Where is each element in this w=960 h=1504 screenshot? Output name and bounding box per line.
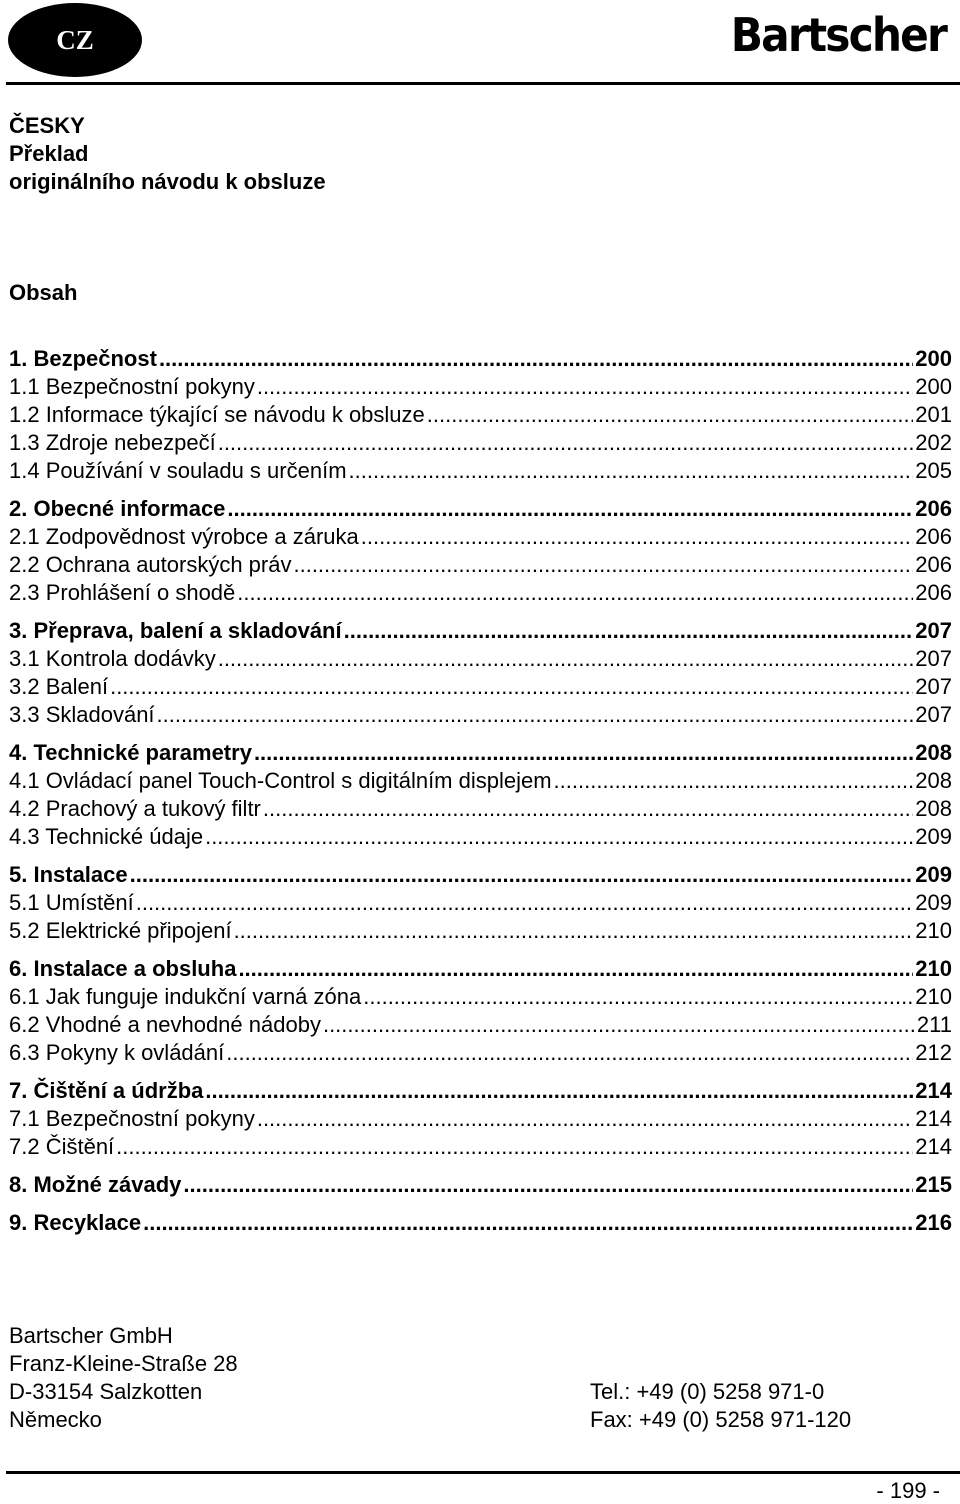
toc-entry-label: 2.2 Ochrana autorských práv [9,552,292,577]
toc-entry-page: 212 [915,1040,952,1065]
toc-entry-page: 208 [915,740,952,765]
toc-entry-label: 6. Instalace a obsluha [9,956,237,981]
toc-section-entry[interactable] [9,1209,952,1237]
toc-dot-leader [344,617,914,645]
toc-dot-leader [349,457,914,485]
toc-section-entry[interactable] [9,495,952,523]
toc-entry-label: 7.2 Čištění [9,1134,115,1159]
toc-subsection-entry[interactable] [9,1011,952,1039]
toc-dot-leader [293,551,913,579]
toc-section-entry[interactable] [9,1171,952,1199]
language-badge: CZ [8,3,142,77]
toc-section-entry[interactable] [9,1077,952,1105]
table-of-contents [9,345,952,1237]
company-country: Německo [9,1407,102,1432]
toc-entry-label: 1.4 Používání v souladu s určením [9,458,347,483]
company-tel: Tel.: +49 (0) 5258 971-0 [590,1379,825,1404]
toc-entry-page: 207 [915,702,952,727]
company-city: D-33154 Salzkotten [9,1379,203,1404]
toc-dot-leader [157,701,914,729]
toc-dot-leader [159,345,913,373]
toc-subsection-entry[interactable] [9,1039,952,1067]
toc-entry-label: 2.1 Zodpovědnost výrobce a záruka [9,524,359,549]
company-street: Franz-Kleine-Straße 28 [9,1351,238,1376]
company-name: Bartscher GmbH [9,1323,173,1348]
toc-dot-leader [205,823,913,851]
toc-entry-page: 209 [915,824,952,849]
toc-entry-label: 6.3 Pokyny k ovládání [9,1040,225,1065]
toc-subsection-entry[interactable] [9,889,952,917]
toc-section-entry[interactable] [9,955,952,983]
toc-dot-leader [361,523,914,551]
toc-entry-label: 9. Recyklace [9,1210,142,1235]
toc-entry-label: 8. Možné závady [9,1172,182,1197]
heading-language: ČESKY [9,113,85,138]
toc-entry-page: 214 [915,1134,952,1159]
toc-entry-label: 1.2 Informace týkající se návodu k obsluze [9,402,425,427]
toc-entry-label: 4. Technické parametry [9,740,252,765]
bartscher-logo: Bartscher [730,8,946,62]
company-contact [590,1378,851,1434]
heading-translation: Překlad [9,141,89,166]
toc-subsection-entry[interactable] [9,917,952,945]
toc-subsection-entry[interactable] [9,429,952,457]
toc-entry-label: 7. Čištění a údržba [9,1078,204,1103]
toc-dot-leader [427,401,914,429]
toc-entry-label: 6.1 Jak funguje indukční varná zóna [9,984,362,1009]
toc-entry-page: 208 [915,768,952,793]
toc-dot-leader [257,373,913,401]
toc-entry-page: 206 [915,496,952,521]
toc-dot-leader [218,429,914,457]
toc-subsection-entry[interactable] [9,551,952,579]
footer-rule [6,1471,960,1474]
toc-section-entry[interactable] [9,345,952,373]
toc-entry-label: 3.3 Skladování [9,702,155,727]
toc-dot-leader [205,1077,913,1105]
toc-section-entry[interactable] [9,739,952,767]
toc-entry-label: 5. Instalace [9,862,128,887]
toc-dot-leader [234,917,914,945]
toc-dot-leader [218,645,914,673]
toc-entry-page: 207 [915,674,952,699]
toc-dot-leader [136,889,914,917]
toc-entry-label: 1.3 Zdroje nebezpečí [9,430,216,455]
toc-entry-label: 5.1 Umístění [9,890,134,915]
toc-entry-label: 3.2 Balení [9,674,109,699]
toc-section-entry[interactable] [9,617,952,645]
toc-entry-page: 206 [915,524,952,549]
toc-subsection-entry[interactable] [9,983,952,1011]
toc-entry-page: 211 [916,1012,952,1037]
toc-entry-page: 209 [915,890,952,915]
toc-entry-page: 214 [915,1106,952,1131]
toc-subsection-entry[interactable] [9,823,952,851]
toc-dot-leader [554,767,914,795]
toc-subsection-entry[interactable] [9,795,952,823]
toc-entry-page: 207 [915,618,952,643]
toc-entry-page: 210 [915,956,952,981]
toc-dot-leader [257,1105,913,1133]
toc-subsection-entry[interactable] [9,1133,952,1161]
toc-entry-label: 3. Přeprava, balení a skladování [9,618,342,643]
toc-entry-label: 1. Bezpečnost [9,346,157,371]
toc-dot-leader [227,495,913,523]
toc-entry-page: 200 [915,346,952,371]
toc-entry-page: 202 [915,430,952,455]
toc-entry-label: 6.2 Vhodné a nevhodné nádoby [9,1012,321,1037]
toc-entry-page: 206 [915,580,952,605]
toc-entry-page: 201 [915,402,952,427]
toc-entry-label: 1.1 Bezpečnostní pokyny [9,374,255,399]
toc-entry-page: 207 [915,646,952,671]
toc-dot-leader [323,1011,915,1039]
toc-dot-leader [130,861,914,889]
toc-title: Obsah [9,280,78,305]
toc-dot-leader [226,1039,913,1067]
toc-dot-leader [238,955,913,983]
toc-dot-leader [237,579,913,607]
toc-entry-label: 3.1 Kontrola dodávky [9,646,216,671]
toc-entry-page: 208 [915,796,952,821]
toc-subsection-entry[interactable] [9,645,952,673]
toc-subsection-entry[interactable] [9,523,952,551]
toc-subsection-entry[interactable] [9,457,952,485]
toc-entry-page: 200 [915,374,952,399]
heading-subtitle: originálního návodu k obsluze [9,169,326,194]
toc-dot-leader [143,1209,913,1237]
company-address [9,1322,238,1434]
toc-section-entry[interactable] [9,861,952,889]
toc-entry-page: 216 [915,1210,952,1235]
toc-entry-page: 214 [915,1078,952,1103]
toc-entry-label: 2. Obecné informace [9,496,226,521]
toc-entry-page: 209 [915,862,952,887]
toc-dot-leader [110,673,913,701]
toc-entry-label: 5.2 Elektrické připojení [9,918,232,943]
toc-subsection-entry[interactable] [9,673,952,701]
toc-subsection-entry[interactable] [9,767,952,795]
toc-subsection-entry[interactable] [9,701,952,729]
toc-subsection-entry[interactable] [9,579,952,607]
toc-dot-leader [363,983,913,1011]
toc-entry-page: 210 [915,984,952,1009]
toc-entry-label: 4.1 Ovládací panel Touch-Control s digitálním displejem [9,768,552,793]
toc-entry-page: 205 [915,458,952,483]
page-number: - 199 - [876,1478,940,1503]
header-rule [6,82,960,85]
toc-entry-label: 4.3 Technické údaje [9,824,204,849]
toc-subsection-entry[interactable] [9,401,952,429]
toc-entry-page: 210 [915,918,952,943]
toc-subsection-entry[interactable] [9,1105,952,1133]
toc-dot-leader [116,1133,913,1161]
company-fax: Fax: +49 (0) 5258 971-120 [590,1407,852,1432]
toc-entry-label: 7.1 Bezpečnostní pokyny [9,1106,255,1131]
toc-dot-leader [183,1171,913,1199]
toc-dot-leader [254,739,913,767]
toc-entry-page: 206 [915,552,952,577]
toc-entry-label: 2.3 Prohlášení o shodě [9,580,236,605]
toc-entry-page: 215 [915,1172,952,1197]
document-heading [9,112,326,196]
toc-dot-leader [263,795,913,823]
toc-entry-label: 4.2 Prachový a tukový filtr [9,796,261,821]
toc-subsection-entry[interactable] [9,373,952,401]
